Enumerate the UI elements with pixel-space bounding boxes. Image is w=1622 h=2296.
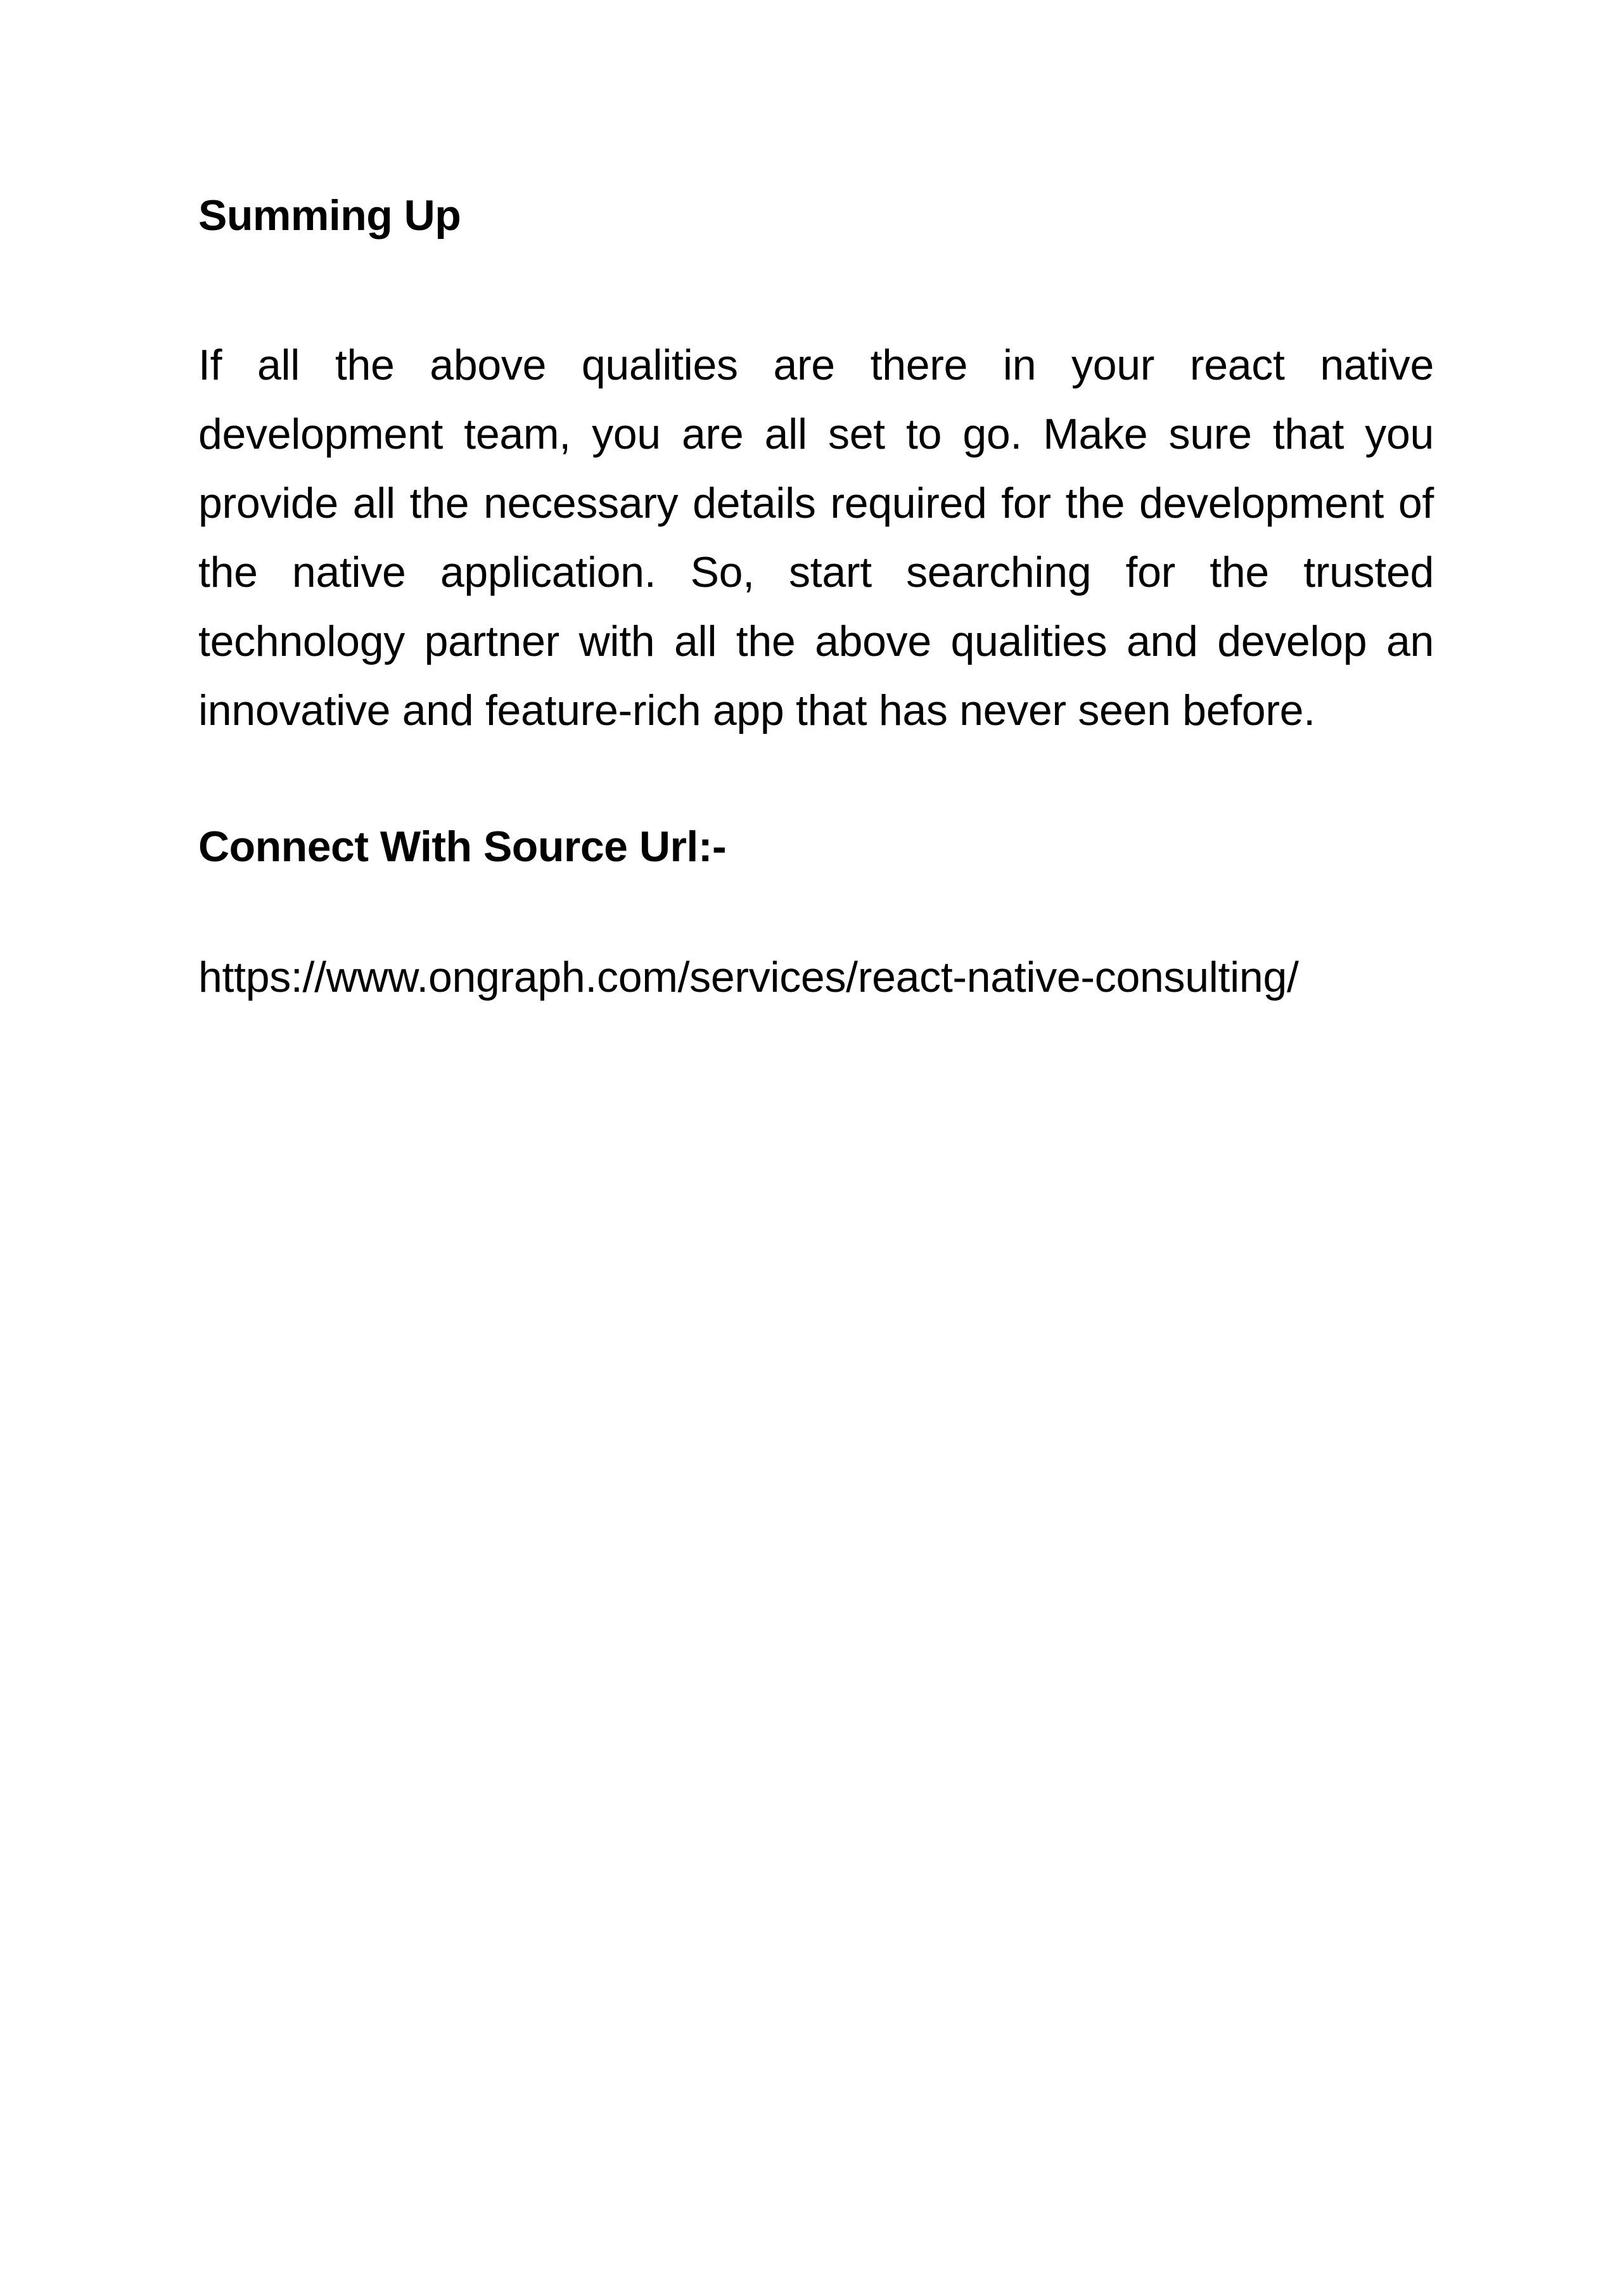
page-content bbox=[198, 190, 1434, 1004]
connect-heading: Connect With Source Url:- bbox=[198, 822, 727, 871]
summing-up-heading: Summing Up bbox=[198, 191, 461, 240]
summary-paragraph: If all the above qualities are there in your react native development team, you are all set to go. Make sure that you provide all the necessary details required for the development of the native application. So, start searching for the trusted technology partner with all the above qualities and develop an innovative and feature-rich app that has never seen before. bbox=[198, 340, 1434, 734]
source-url-text: https://www.ongraph.com/services/react-native-consulting/ bbox=[198, 953, 1299, 1002]
